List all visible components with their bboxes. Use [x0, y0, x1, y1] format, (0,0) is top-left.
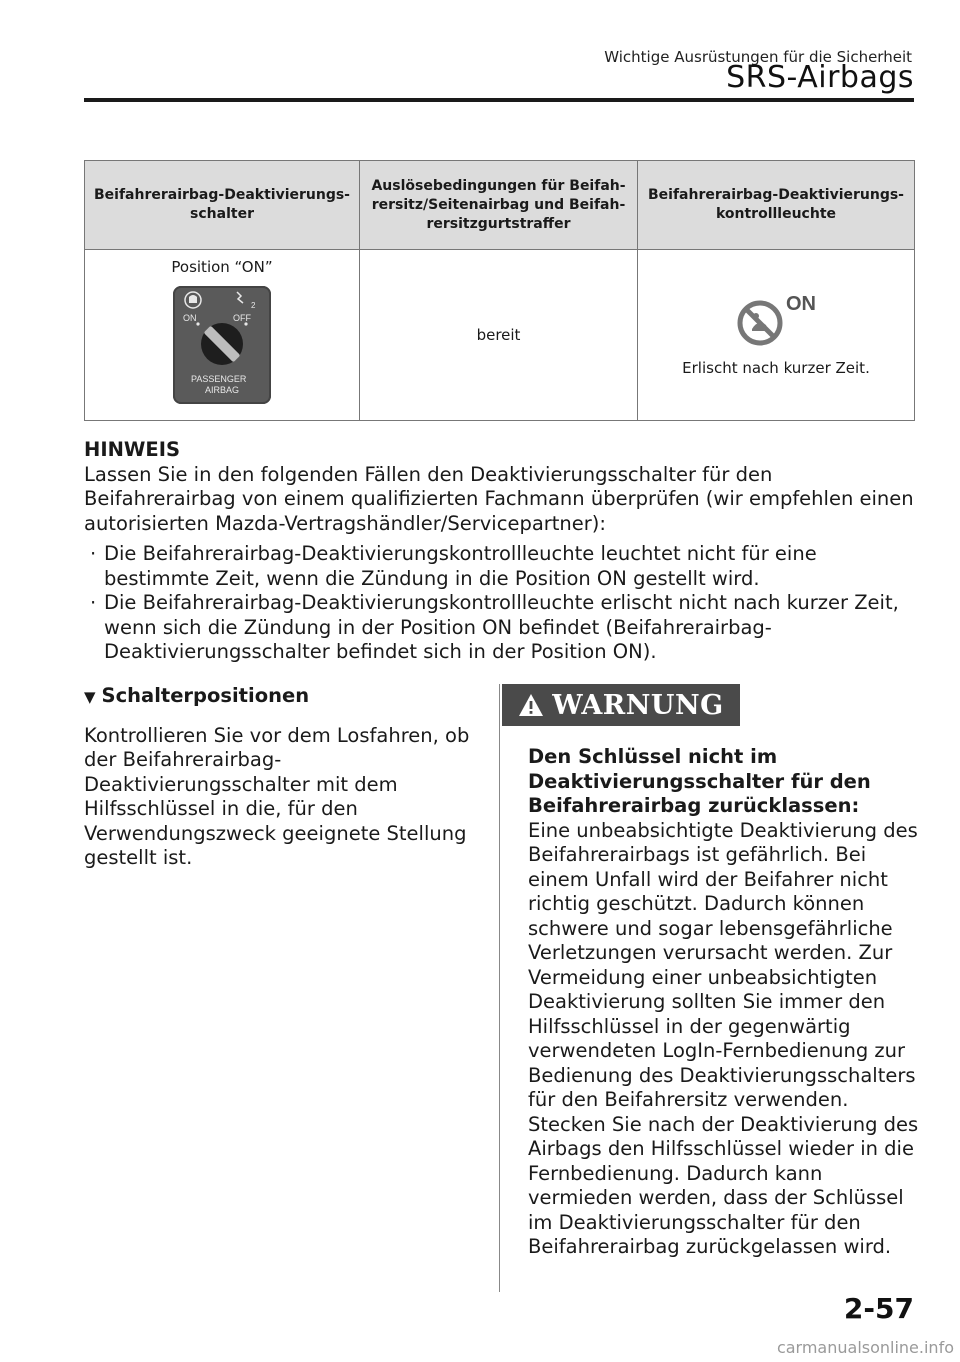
note-list — [84, 542, 920, 665]
table-row — [85, 250, 915, 421]
lamp-cell — [638, 250, 915, 421]
triangle-down-icon: ▼ — [84, 688, 96, 706]
header-section-label: Wichtige Ausrüstungen für die Sicherheit — [604, 48, 912, 66]
page-title: SRS-Airbags — [726, 60, 914, 95]
note-text: Lassen Sie in den folgenden Fällen den Deaktivierungsschalter für den Beifahrerairbag von einem qualifizierten Fachmann überprüfen (wir empfehlen einen autorisierten Mazda-Vertragshändler/Servicepartner): — [84, 462, 914, 535]
note-title: HINWEIS — [84, 438, 181, 461]
airbag-switch-table — [84, 160, 915, 421]
warning-badge — [502, 684, 740, 726]
airbag-off-lamp-icon — [736, 293, 816, 349]
warning-block — [528, 745, 920, 1260]
condition-cell — [360, 250, 638, 421]
column-divider — [499, 684, 500, 1292]
table-header-conditions: Auslösebedingungen für Beifah-rersitz/Seitenairbag und Beifah-rersitzgurtstraffer — [360, 161, 638, 250]
watermark: carmanualsonline.info — [776, 1338, 954, 1357]
switch-airbag-label: AIRBAG — [205, 385, 240, 395]
svg-text:2: 2 — [251, 301, 256, 310]
lamp-caption: Erlischt nach kurzer Zeit. — [682, 359, 870, 377]
condition-value: bereit — [476, 326, 521, 344]
list-item: · Die Beifahrerairbag-Deaktivierungskontrollleuchte erlischt nicht nach kurzer Zeit, wenn sich die Zündung in der Position ON befindet (Beifahrerairbag-Deaktivierungsschalter befindet sich in der Position ON). — [90, 591, 899, 663]
list-item: · Die Beifahrerairbag-Deaktivierungskontrollleuchte leuchtet nicht für eine bestimmte Zeit, wenn die Zündung in die Position ON gestellt wird. — [90, 542, 817, 590]
warning-label: WARNUNG — [552, 689, 724, 721]
switch-cell — [85, 250, 360, 421]
switch-passenger-label: PASSENGER — [191, 374, 247, 384]
switch-position-label: Position “ON” — [171, 258, 273, 276]
warning-icon — [518, 693, 544, 717]
note-block — [84, 438, 920, 665]
header-rule — [84, 98, 914, 102]
section-title: ▼ Schalterpositionen — [84, 684, 310, 707]
switch-off-label: OFF — [233, 313, 251, 323]
deactivation-switch-image — [173, 286, 271, 404]
warning-heading: Den Schlüssel nicht im Deaktivierungsschalter für den Beifahrerairbag zurücklassen: — [528, 745, 871, 817]
warning-text: Eine unbeabsichtigte Deaktivierung des Beifahrerairbags ist gefährlich. Bei einem Unfall wird der Beifahrer nicht richtig geschützt. Dadurch können schwere und sogar lebensgefährliche Verletzungen verursacht werden. Zur Vermeidung einer unbeabsichtigten Deaktivierung sollten Sie immer den Hilfsschlüssel in der gegenwärtig verwendeten LogIn-Fernbedienung zur Bedienung des Deaktivierungsschalters für den Beifahrersitz verwenden. Stecken Sie nach der Deaktivierung des Airbags den Hilfsschlüssel wieder in die Fernbedienung. Dadurch kann vermieden werden, dass der Schlüssel im Deaktivierungsschalter für den Beifahrerairbag zurückgelassen wird. — [528, 818, 919, 1258]
section-text: Kontrollieren Sie vor dem Losfahren, ob der Beifahrerairbag-Deaktivierungsschalter mit dem Hilfsschlüssel in die, für den Verwendungszweck geeignete Stellung gestellt ist. — [84, 723, 470, 869]
page-number: 2-57 — [843, 1292, 914, 1325]
table-header-lamp: Beifahrerairbag-Deaktivierungs-kontrollleuchte — [638, 161, 915, 250]
switch-positions-section — [84, 684, 474, 871]
switch-on-label: ON — [183, 313, 197, 323]
lamp-on-label: ON — [786, 293, 816, 315]
table-header-row — [85, 161, 915, 250]
table-header-switch: Beifahrerairbag-Deaktivierungs-schalter — [85, 161, 360, 250]
